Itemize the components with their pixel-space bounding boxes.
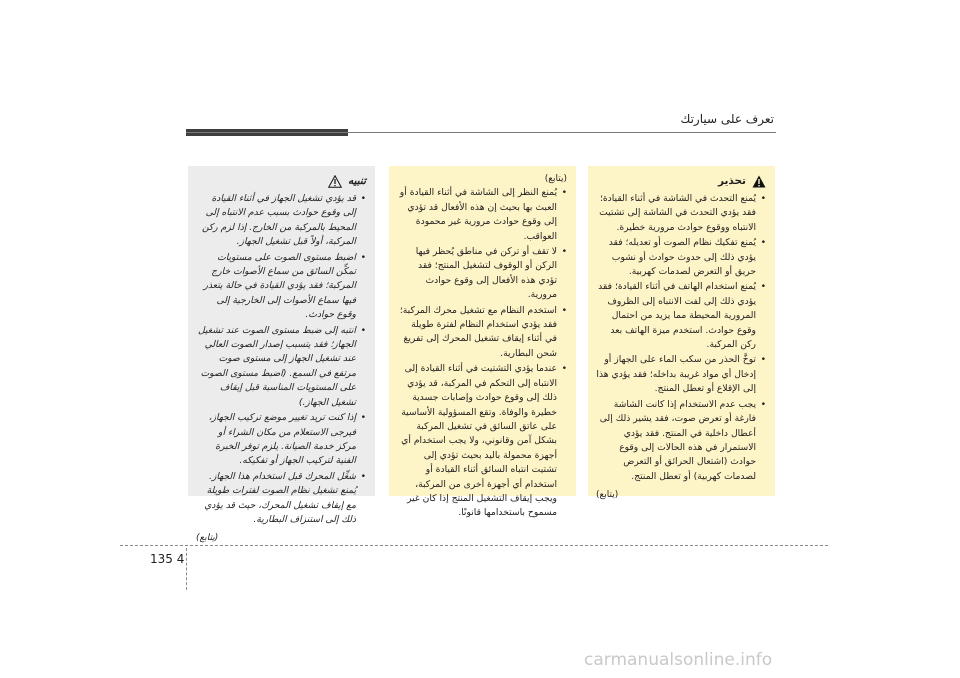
list-item: • قد يؤدي تشغيل الجهاز في أثناء القيادة إلى وقوع حوادث بسبب عدم الانتباه إلى المحيط بالمركبة من الخارج. إذا لزم ركن المركبة، أولاً قبل تشغيل الجهاز. — [196, 192, 366, 250]
warning-triangle-icon — [752, 175, 766, 188]
page-number: 135 4 — [150, 552, 185, 566]
warning-box — [588, 166, 775, 501]
warning-box-title: تحذير — [717, 174, 746, 187]
list-item: • يُمنع التحدث في الشاشة في أثناء القيادة؛ فقد يؤدي التحدث في الشاشة إلى تشتيت الانتباه ووقوع حوادث مرورية خطيرة. — [596, 192, 766, 235]
notice-list — [196, 192, 366, 527]
list-item: • عندما يؤدي التشتيت في أثناء القيادة إلى الانتباه إلى التحكم في المركبة، قد يؤدي ذلك إلى وقوع حوادث وإصابات جسدية خطيرة والوفاة. وتقع المسؤولية الأساسية على عاتق السائق في تشغيل المركبة بشكل آمن وقانوني، ولا يجب استخدام أي أجهزة محمولة باليد بحيث تؤدي إلى تشتيت انتباه السائق أثناء القيادة أو استخدام أي أجهزة أخرى من المركبة، ويجب إيقاف التشغيل المنتج إذا كان غير مسموح باستخدامها قانونًا. — [397, 362, 567, 520]
list-item: • توخَّ الحذر من سكب الماء على الجهاز أو إدخال أي مواد غريبة بداخله؛ فقد يؤدي هذا إلى الإقلاع أو تعطل المنتج. — [596, 353, 766, 396]
list-item: • يُمنع تفكيك نظام الصوت أو تعديله؛ فقد يؤدي ذلك إلى حدوث حوادث أو نشوب حريق أو التعرض لصدمات كهربية. — [596, 236, 766, 279]
continued-label: (يتابع) — [196, 533, 219, 544]
caution-list — [397, 186, 567, 520]
list-item: • انتبه إلى ضبط مستوى الصوت عند تشغيل الجهاز؛ فقد يتسبب إصدار الصوت العالي عند تشغيل الجهاز إلى مستوى صوت مرتفع في السمع. (اضبط مستوى الصوت على المستويات المناسبة قبل إيقاف تشغيل الجهاز.) — [196, 324, 366, 410]
continued-label: (يتابع) — [596, 490, 619, 501]
list-item: • يجب عدم الاستخدام إذا كانت الشاشة فارغة أو تعرض صوت، فقد يشير ذلك إلى أعطال داخلية في المنتج. فقد يؤدي الاستمرار في هذه الحالات إلى وقوع حوادث (اشتعال الحرائق أو التعرض لصدمات كهربية) أو تعطل المنتج. — [596, 398, 766, 484]
warning-list — [596, 192, 766, 484]
footer-rule — [120, 545, 828, 546]
footer-divider — [186, 548, 187, 590]
page-header-title: تعرف على سيارتك — [680, 112, 774, 126]
list-item: • اضبط مستوى الصوت على مستويات تمكِّن السائق من سماع الأصوات خارج المركبة؛ فقد يؤدي القيادة في حالة يتعذر فيها سماع الأصوات إلى الخارجية إلى وقوع حوادث. — [196, 251, 366, 323]
caution-box — [389, 166, 576, 519]
watermark: carmanualsonline.info — [584, 650, 773, 670]
notice-box-title: تنبيه — [347, 174, 366, 187]
caution-triangle-icon — [328, 175, 342, 188]
continued-label: (يتابع) — [544, 174, 567, 184]
list-item: • يُمنع النظر إلى الشاشة في أثناء القيادة أو العبث بها بحيث إن هذه الأفعال قد تؤدي إلى وقوع حوادث مرورية غير محمودة العواقب. — [397, 186, 567, 244]
warning-box-header — [596, 172, 766, 190]
list-item: • استخدم النظام مع تشغيل محرك المركبة؛ فقد يؤدي استخدام النظام لفترة طويلة في أثناء إيقاف تشغيل المحرك إلى تفريغ شحن البطارية. — [397, 304, 567, 362]
notice-box — [188, 166, 375, 544]
list-item: • إذا كنت تريد تغيير موضع تركيب الجهاز، فيرجى الاستعلام من مكان الشراء أو مركز خدمة الصيانة. يلزم توفر الخبرة الفنية لتركيب الجهاز أو تفكيكه. — [196, 411, 366, 469]
list-item: • شغِّل المحرك قبل استخدام هذا الجهاز. يُمنع تشغيل نظام الصوت لفترات طويلة مع إيقاف تشغيل المحرك، حيث قد يؤدي ذلك إلى استنزاف البطارية. — [196, 470, 366, 528]
header-rule — [186, 132, 776, 133]
list-item: • يُمنع استخدام الهاتف في أثناء القيادة؛ فقد يؤدي ذلك إلى لفت الانتباه إلى الظروف المرورية المحيطة مما يزيد من احتمال وقوع حوادث. استخدم ميزة الهاتف بعد ركن المركبة. — [596, 280, 766, 352]
list-item: • لا تقف أو تركن في مناطق يُحظر فيها الركن أو الوقوف لتشغيل المنتج؛ فقد تؤدي هذه الأفعال إلى وقوع حوادث مرورية. — [397, 245, 567, 303]
notice-box-header — [196, 172, 366, 190]
